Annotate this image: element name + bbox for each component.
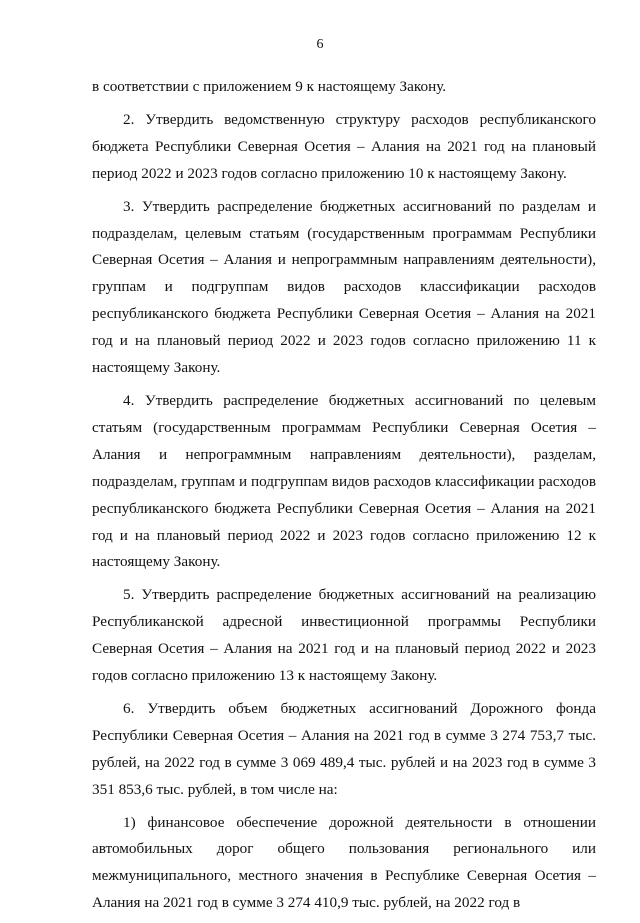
paragraph-item-5: 5. Утвердить распределение бюджетных ассигнований на реализацию Республиканской адресной инвестиционной программы Республики Северная Осетия – Алания на 2021 год и на плановый период 2022 и 2023 годов согласно приложению 13 к настоящему Закону.: [92, 586, 596, 685]
document-body: [92, 74, 596, 923]
paragraph-continuation: в соответствии с приложением 9 к настоящему Закону.: [92, 78, 447, 95]
paragraph-subitem-1: 1) финансовое обеспечение дорожной деятельности в отношении автомобильных дорог общего пользования регионального или межмуниципального, местного значения в Республике Северная Осетия – Алания на 2021 год в сумме 3 274 410,9 тыс. рублей, на 2022 год в: [92, 813, 596, 912]
paragraph-item-6: 6. Утвердить объем бюджетных ассигнований Дорожного фонда Республики Северная Осетия – Алания на 2021 год в сумме 3 274 753,7 тыс. рублей, на 2022 год в сумме 3 069 489,4 тыс. рублей и на 2023 год в сумме 3 351 853,6 тыс. рублей, в том числе на:: [92, 699, 596, 798]
paragraph-item-4: 4. Утвердить распределение бюджетных ассигнований по целевым статьям (государственным программам Республики Северная Осетия – Алания и непрограммным направлениям деятельности), разделам, подразделам, группам и подгруппам видов расходов классификации расходов республиканского бюджета Республики Северная Осетия – Алания на 2021 год и на плановый период 2022 и 2023 годов согласно приложению 12 к настоящему Закону.: [92, 391, 596, 571]
page-number: 6: [316, 37, 324, 52]
paragraph-item-2: 2. Утвердить ведомственную структуру расходов республиканского бюджета Республики Северная Осетия – Алания на 2021 год на плановый период 2022 и 2023 годов согласно приложению 10 к настоящему Закону.: [92, 110, 596, 182]
paragraph-item-3: 3. Утвердить распределение бюджетных ассигнований по разделам и подразделам, целевым статьям (государственным программам Республики Северная Осетия – Алания и непрограммным направлениям деятельности), группам и подгруппам видов расходов классификации расходов республиканского бюджета Республики Северная Осетия – Алания на 2021 год и на плановый период 2022 и 2023 годов согласно приложению 11 к настоящему Закону.: [92, 197, 596, 377]
